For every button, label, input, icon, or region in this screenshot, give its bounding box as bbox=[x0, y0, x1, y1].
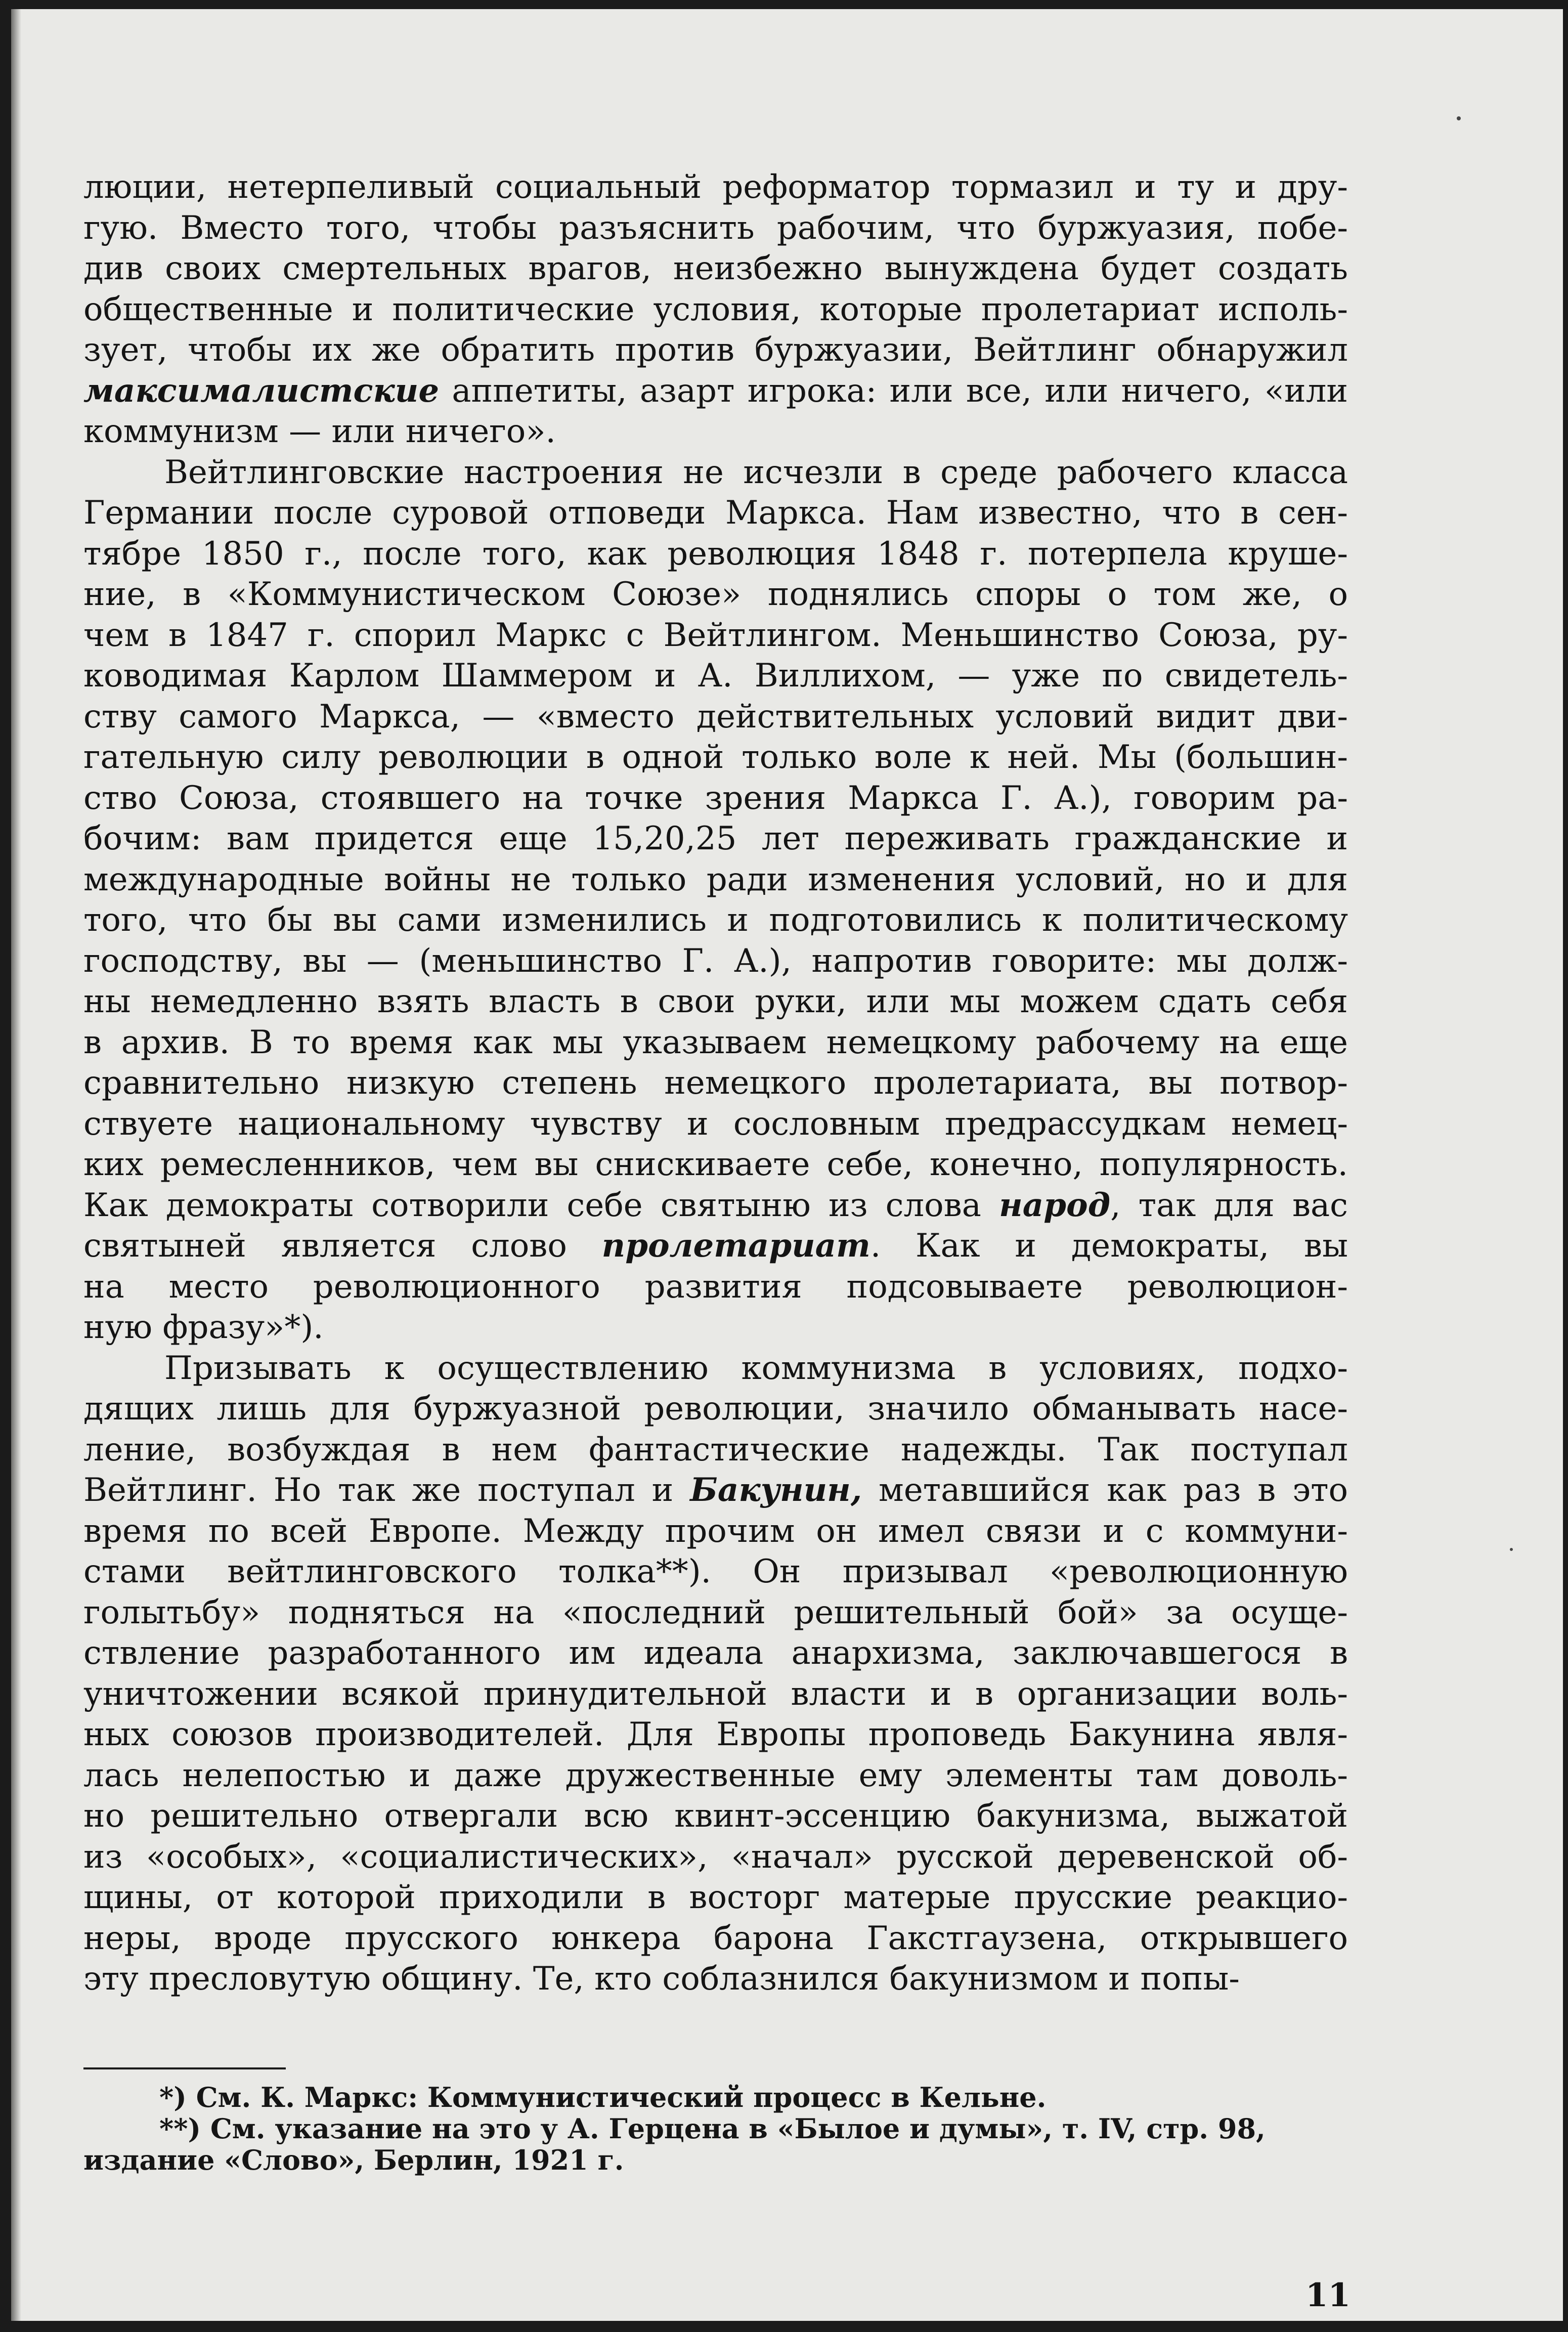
page-binding-shadow bbox=[11, 9, 21, 2321]
text-line: господству, вы — (меньшинство Г. А.), напротив говорите: мы долж- bbox=[83, 942, 1348, 980]
text-line: неры, вроде прусского юнкера барона Гакстгаузена, открывшего bbox=[83, 1919, 1348, 1957]
emphasized-term: Бакунин, bbox=[690, 1471, 862, 1509]
text-line: но решительно отвергали всю квинт-эссенцию бакунизма, выжатой bbox=[83, 1797, 1348, 1835]
text-line: люции, нетерпеливый социальный реформатор тормазил и ту и дру- bbox=[83, 168, 1348, 206]
paragraph bbox=[83, 167, 1348, 452]
text-segment: . Как и демократы, вы bbox=[870, 1227, 1348, 1265]
page-number: 11 bbox=[1305, 2276, 1351, 2314]
text-line: гую. Вместо того, чтобы разъяснить рабочим, что буржуазия, побе- bbox=[83, 209, 1348, 247]
text-line: на место революционного развития подсовываете революцион- bbox=[83, 1268, 1348, 1306]
footnote-2: **) См. указание на это у А. Герцена в «Былое и думы», т. IV, стр. 98, bbox=[159, 2112, 1266, 2145]
text-line: бочим: вам придется еще 15,20,25 лет переживать гражданские и bbox=[83, 820, 1348, 857]
text-line: щины, от которой приходили в восторг матерые прусские реакцио- bbox=[83, 1879, 1348, 1916]
text-line: ную фразу»*). bbox=[83, 1309, 324, 1346]
text-line: тябре 1850 г., после того, как революция 1848 г. потерпела круше- bbox=[83, 535, 1348, 573]
text-line: международные войны не только ради изменения условий, но и для bbox=[83, 860, 1348, 898]
text-line: общественные и политические условия, которые пролетариат исполь- bbox=[83, 290, 1348, 328]
paragraph bbox=[83, 1348, 1348, 2000]
text-line: зует, чтобы их же обратить против буржуазии, Вейтлинг обнаружил bbox=[83, 331, 1348, 369]
footnote-2-continued: издание «Слово», Берлин, 1921 г. bbox=[83, 2144, 624, 2176]
text-segment: , так для вас bbox=[1110, 1186, 1348, 1224]
text-line: ных союзов производителей. Для Европы проповедь Бакунина явля- bbox=[83, 1716, 1348, 1753]
text-line: время по всей Европе. Между прочим он имел связи и с коммуни- bbox=[83, 1512, 1348, 1550]
text-line: ководимая Карлом Шаммером и А. Виллихом, — уже по свидетель- bbox=[83, 657, 1348, 695]
text-line: чем в 1847 г. спорил Маркс с Вейтлингом. Меньшинство Союза, ру- bbox=[83, 616, 1348, 654]
text-line: стами вейтлинговского толка**). Он призывал «революционную bbox=[83, 1553, 1348, 1590]
text-line: ких ремесленников, чем вы снискиваете себе, конечно, популярность. bbox=[83, 1146, 1348, 1183]
text-line: из «особых», «социалистических», «начал» русской деревенской об- bbox=[83, 1838, 1348, 1876]
text-line: ствуете национальному чувству и сословным предрассудкам немец- bbox=[83, 1105, 1348, 1143]
text-line: голытьбу» подняться на «последний решительный бой» за осуще- bbox=[83, 1593, 1348, 1631]
footnote-1: *) См. К. Маркс: Коммунистический процесс в Кельне. bbox=[159, 2081, 1047, 2113]
text-line: ление, возбуждая в нем фантастические надежды. Так поступал bbox=[83, 1431, 1348, 1469]
text-segment: аппетиты, азарт игрока: или все, или ничего, «или bbox=[439, 372, 1348, 410]
text-segment: Как демократы сотворили себе святыню из слова bbox=[83, 1186, 999, 1224]
text-line bbox=[83, 1226, 1348, 1267]
emphasized-term: максималистские bbox=[83, 371, 440, 410]
paper-speck bbox=[1457, 116, 1461, 120]
text-line: в архив. В то время как мы указываем немецкому рабочему на еще bbox=[83, 1023, 1348, 1061]
footnotes bbox=[83, 2082, 1348, 2176]
text-line: ны немедленно взять власть в свои руки, или мы можем сдать себя bbox=[83, 983, 1348, 1020]
text-line bbox=[83, 1470, 1348, 1511]
text-line bbox=[83, 1185, 1348, 1226]
text-segment: Вейтлинг. Но так же поступал и bbox=[83, 1472, 690, 1509]
text-line: ство Союза, стоявшего на точке зрения Маркса Г. А.), говорим ра- bbox=[83, 779, 1348, 817]
text-line: уничтожении всякой принудительной власти и в организации воль- bbox=[83, 1675, 1348, 1713]
text-line: Призывать к осуществлению коммунизма в условиях, подхо- bbox=[164, 1349, 1348, 1387]
text-line: див своих смертельных врагов, неизбежно вынуждена будет создать bbox=[83, 250, 1348, 287]
text-line: гательную силу революции в одной только воле к ней. Мы (большин- bbox=[83, 739, 1348, 776]
text-line: Вейтлинговские настроения не исчезли в среде рабочего класса bbox=[164, 453, 1348, 491]
text-line: эту пресловутую общину. Те, кто соблазнился бакунизмом и попы- bbox=[83, 1960, 1240, 1998]
text-line: того, что бы вы сами изменились и подготовились к политическому bbox=[83, 901, 1348, 939]
text-line: дящих лишь для буржуазной революции, значило обманывать насе- bbox=[83, 1390, 1348, 1428]
text-line: ствление разработанного им идеала анархизма, заключавшегося в bbox=[83, 1634, 1348, 1672]
text-line: сравнительно низкую степень немецкого пролетариата, вы потвор- bbox=[83, 1064, 1348, 1102]
paper-speck bbox=[1510, 1548, 1513, 1551]
text-line: ству самого Маркса, — «вместо действительных условий видит дви- bbox=[83, 698, 1348, 736]
text-segment: святыней является слово bbox=[83, 1227, 602, 1265]
text-line bbox=[83, 371, 1348, 412]
emphasized-term: пролетариат bbox=[601, 1227, 870, 1265]
text-line: коммунизм — или ничего». bbox=[83, 413, 556, 450]
text-line: лась нелепостью и даже дружественные ему элементы там доволь- bbox=[83, 1756, 1348, 1794]
emphasized-term: народ bbox=[999, 1186, 1111, 1224]
paragraph bbox=[83, 452, 1348, 1348]
footnote-separator bbox=[83, 2067, 286, 2069]
text-line: Германии после суровой отповеди Маркса. Нам известно, что в сен- bbox=[83, 494, 1348, 532]
body-text bbox=[83, 167, 1348, 2000]
text-segment: метавшийся как раз в это bbox=[862, 1472, 1348, 1509]
text-line: ние, в «Коммунистическом Союзе» поднялись споры о том же, о bbox=[83, 576, 1348, 613]
